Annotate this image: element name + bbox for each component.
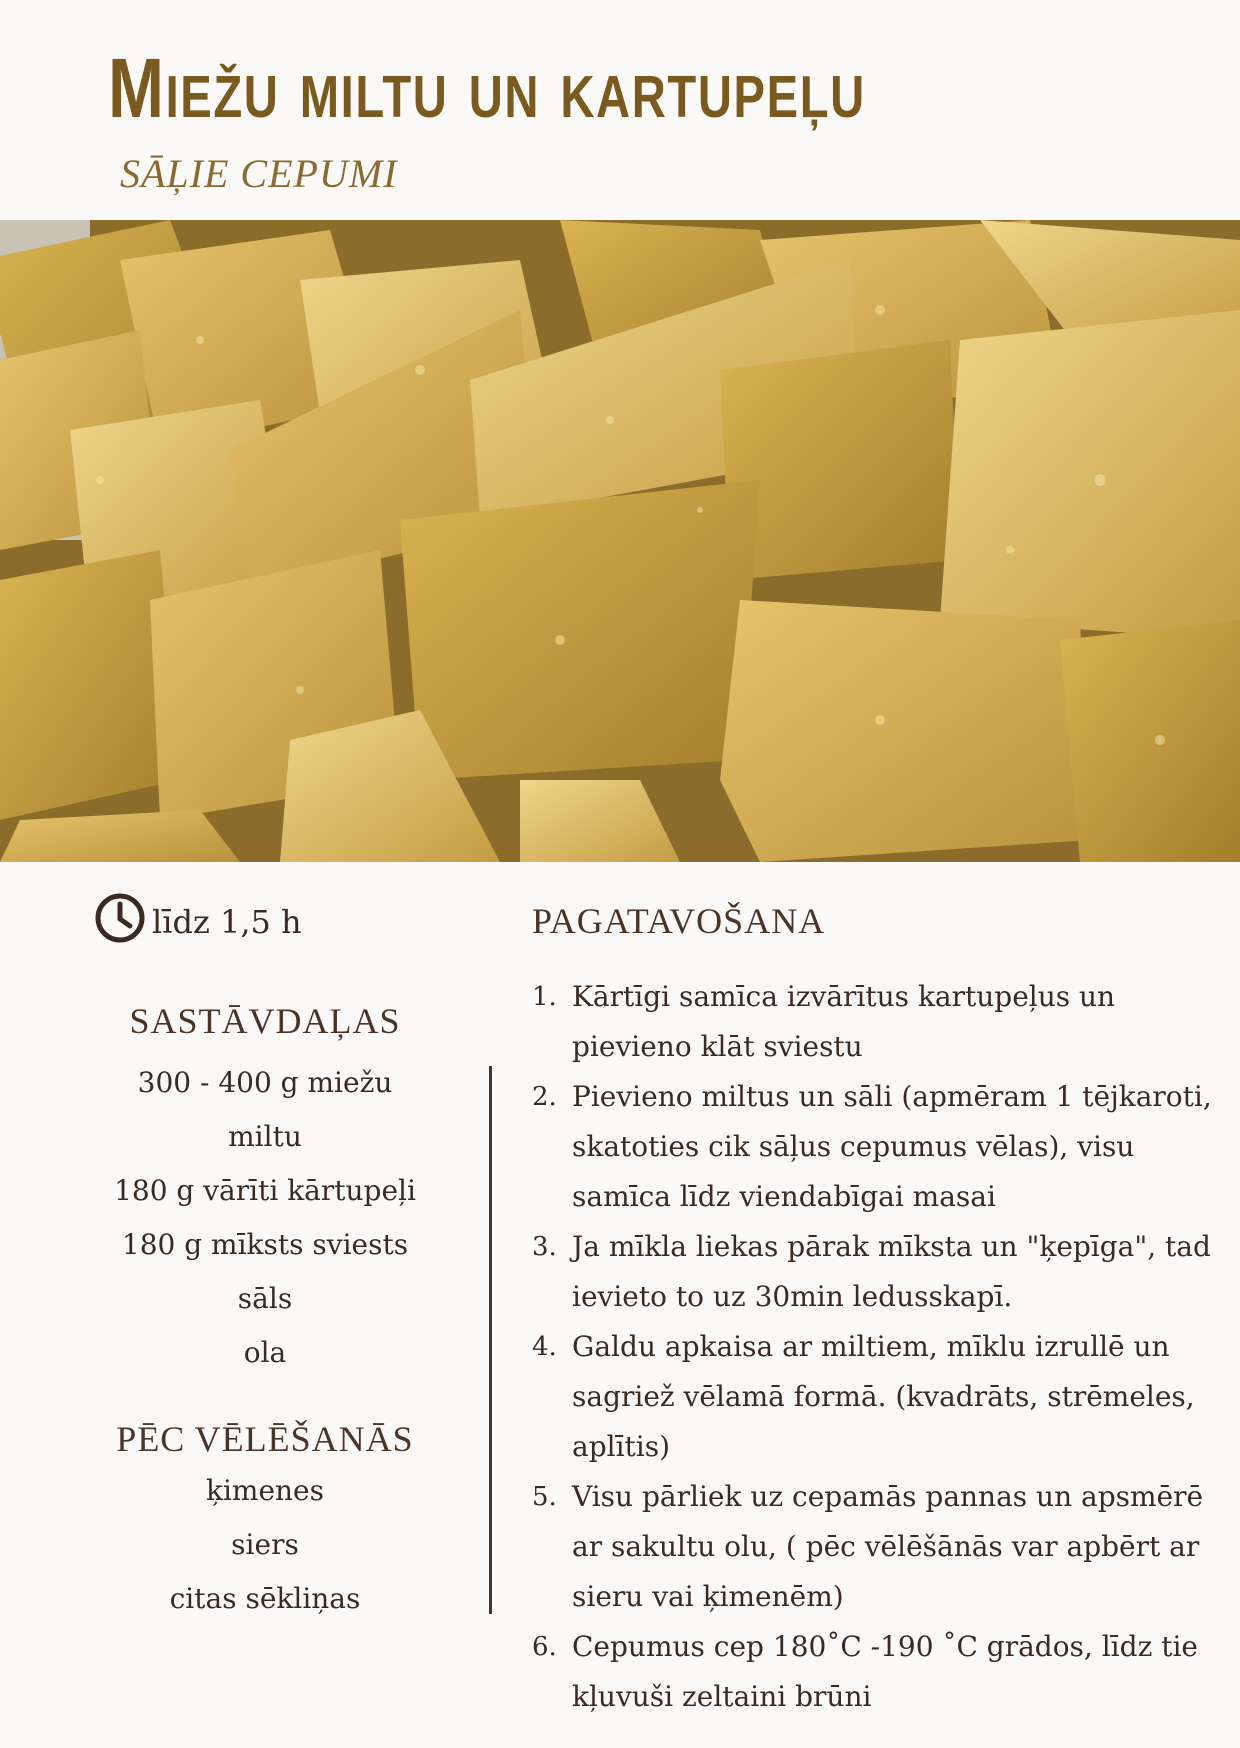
ingredients-list xyxy=(70,1056,460,1380)
step-text: Pievieno miltus un sāli (apmēram 1 tējkaroti, skatoties cik sāļus cepumus vēlas), visu samīca līdz viendabīgai masai xyxy=(572,1080,1212,1213)
optional-heading: PĒC VĒLĒŠANĀS xyxy=(116,1419,414,1459)
ingredients-section xyxy=(70,1000,460,1626)
step-text: Kārtīgi samīca izvārītus kartupeļus un pievieno klāt sviestu xyxy=(572,980,1116,1063)
step-text: Cepumus cep 180˚C -190 ˚C grādos, līdz tie kļuvuši zeltaini brūni xyxy=(572,1630,1198,1713)
cooking-time xyxy=(92,890,302,946)
step-text: Galdu apkaisa ar miltiem, mīklu izrullē un sagriež vēlamā formā. (kvadrāts, strēmeles, aplītis) xyxy=(572,1330,1195,1463)
ingredients-heading: SASTĀVDAĻAS xyxy=(129,1001,401,1041)
preparation-steps xyxy=(532,972,1212,1722)
crackers-photo xyxy=(0,220,1240,862)
step-item xyxy=(532,1222,1212,1322)
ingredient-item: 180 g mīksts sviests xyxy=(121,1228,409,1261)
recipe-subtitle: SĀĻIE CEPUMI xyxy=(120,151,398,196)
step-item xyxy=(532,1622,1212,1722)
optional-item: siers xyxy=(231,1528,299,1561)
step-text: Visu pārliek uz cepamās pannas un apsmērē ar sakultu olu, ( pēc vēlēšānās var apbērt ar sieru vai ķimenēm) xyxy=(572,1480,1204,1613)
clock-icon xyxy=(92,890,148,946)
step-text: Ja mīkla liekas pārak mīksta un "ķepīga", tad ievieto to uz 30min ledusskapī. xyxy=(572,1230,1211,1313)
step-number: 4. xyxy=(532,1332,557,1362)
step-item xyxy=(532,972,1212,1072)
ingredient-item: 300 - 400 g miežu miltu xyxy=(137,1066,393,1153)
cooking-time-label: līdz 1,5 h xyxy=(152,903,302,941)
ingredient-item: sāls xyxy=(237,1282,293,1315)
step-item xyxy=(532,1472,1212,1622)
optional-list xyxy=(70,1464,460,1626)
optional-item: citas sēkliņas xyxy=(169,1582,361,1615)
column-divider xyxy=(489,1066,492,1614)
preparation-heading: PAGATAVOŠANA xyxy=(532,901,826,941)
step-item xyxy=(532,1072,1212,1222)
ingredient-item: ola xyxy=(243,1336,287,1369)
optional-item: ķimenes xyxy=(205,1474,324,1507)
preparation-section xyxy=(532,900,1212,1722)
step-number: 2. xyxy=(532,1082,557,1112)
step-number: 6. xyxy=(532,1632,557,1662)
step-number: 5. xyxy=(532,1482,557,1512)
step-item xyxy=(532,1322,1212,1472)
ingredient-item: 180 g vārīti kārtupeļi xyxy=(114,1174,416,1207)
recipe-title: Miežu miltu un kartupeļu xyxy=(108,41,866,135)
step-number: 1. xyxy=(532,982,557,1012)
step-number: 3. xyxy=(532,1232,557,1262)
